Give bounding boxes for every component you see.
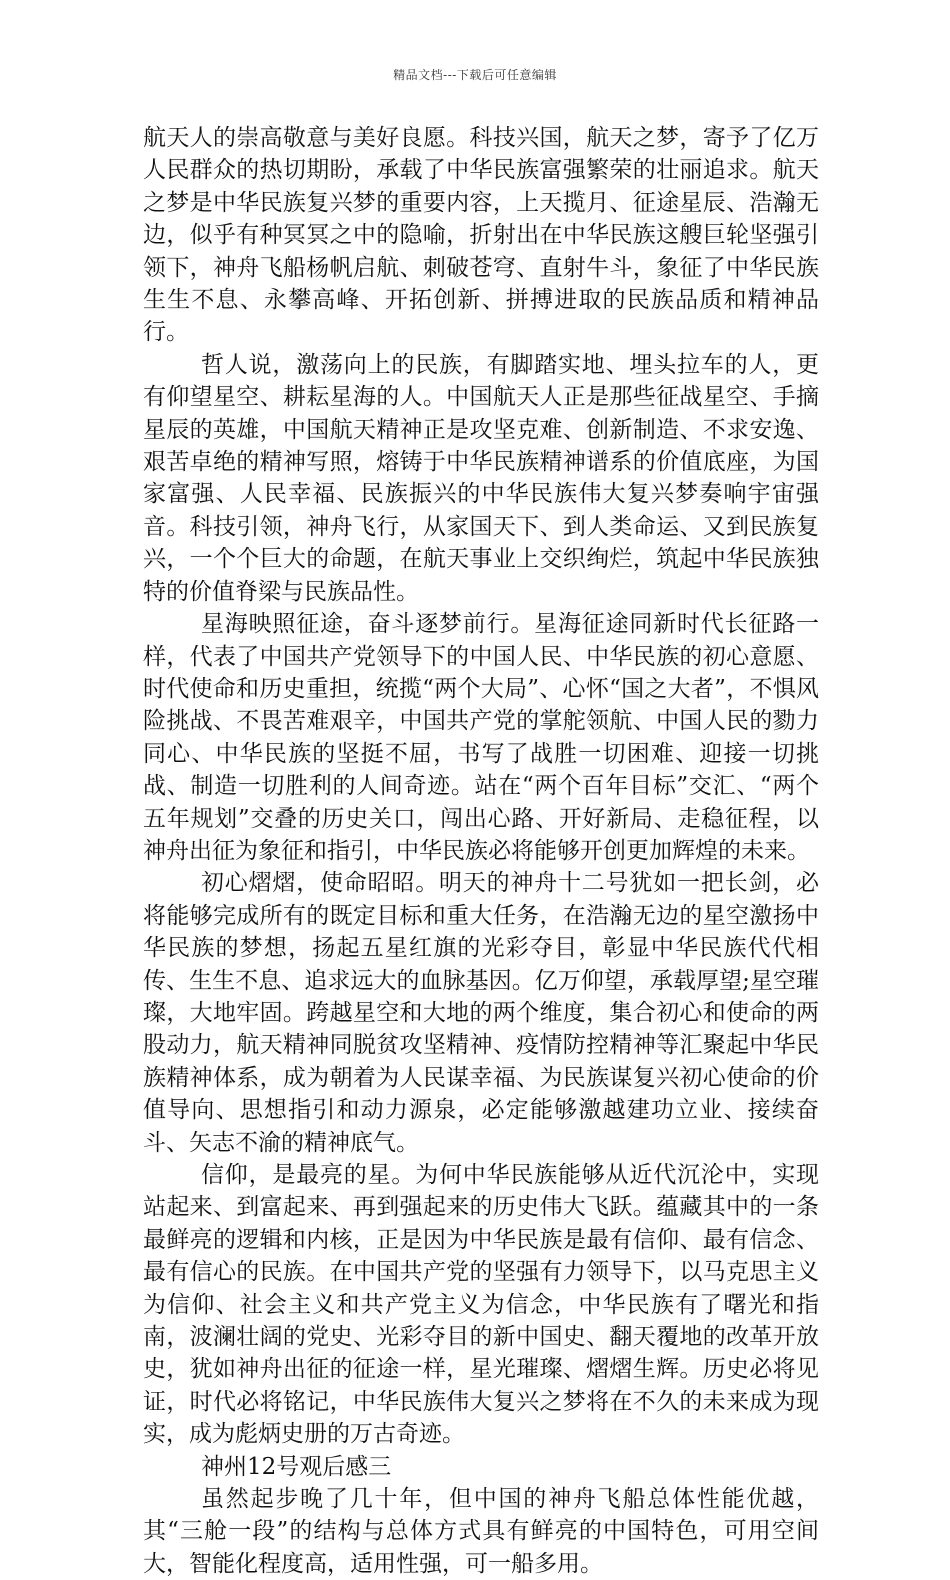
paragraph-6: 虽然起步晚了几十年，但中国的神舟飞船总体性能优越，其“三舱一段”的结构与总体方式具有鲜亮的中国特色，可用空间大，智能化程度高，适用性强，可一船多用。 <box>143 1486 819 1577</box>
paragraph-1: 航天人的崇高敬意与美好良愿。科技兴国，航天之梦，寄予了亿万人民群众的热切期盼，承载了中华民族富强繁荣的壮丽追求。航天之梦是中华民族复兴梦的重要内容，上天揽月、征途星辰、浩瀚无边，似乎有种冥冥之中的隐喻，折射出在中华民族这艘巨轮坚强引领下，神舟飞船杨帆启航、刺破苍穹、直射牛斗，象征了中华民族生生不息、永攀高峰、开拓创新、拼搏进取的民族品质和精神品行。 <box>143 125 819 346</box>
section-heading: 神州12号观后感三 <box>201 1453 392 1480</box>
document-body <box>143 122 819 1580</box>
paragraph-2: 哲人说，激荡向上的民族，有脚踏实地、埋头拉车的人，更有仰望星空、耕耘星海的人。中国航天人正是那些征战星空、手摘星辰的英雄，中国航天精神正是攻坚克难、创新制造、不求安逸、艰苦卓绝的精神写照，熔铸于中华民族精神谱系的价值底座，为国家富强、人民幸福、民族振兴的中华民族伟大复兴梦奏响宇宙强音。科技引领，神舟飞行，从家国天下、到人类命运、又到民族复兴，一个个巨大的命题，在航天事业上交织绚烂，筑起中华民族独特的价值脊梁与民族品性。 <box>143 351 819 605</box>
page-header: 精品文档---下载后可任意编辑 <box>393 68 557 82</box>
paragraph-4: 初心熠熠，使命昭昭。明天的神舟十二号犹如一把长剑，必将能够完成所有的既定目标和重大任务，在浩瀚无边的星空激扬中华民族的梦想，扬起五星红旗的光彩夺目，彰显中华民族代代相传、生生不息、追求远大的血脉基因。亿万仰望，承载厚望;星空璀璨，大地牢固。跨越星空和大地的两个维度，集合初心和使命的两股动力，航天精神同脱贫攻坚精神、疫情防控精神等汇聚起中华民族精神体系，成为朝着为人民谋幸福、为民族谋复兴初心使命的价值导向、思想指引和动力源泉，必定能够激越建功立业、接续奋斗、矢志不渝的精神底气。 <box>143 870 819 1156</box>
paragraph-3: 星海映照征途，奋斗逐梦前行。星海征途同新时代长征路一样，代表了中国共产党领导下的中国人民、中华民族的初心意愿、时代使命和历史重担，统揽“两个大局”、心怀“国之大者”，不惧风险挑战、不畏苦难艰辛，中国共产党的掌舵领航、中国人民的勠力同心、中华民族的坚挺不屈，书写了战胜一切困难、迎接一切挑战、制造一切胜利的人间奇迹。站在“两个百年目标”交汇、“两个五年规划”交叠的历史关口，闯出心路、开好新局、走稳征程，以神舟出征为象征和指引，中华民族必将能够开创更加辉煌的未来。 <box>143 611 819 864</box>
paragraph-5: 信仰，是最亮的星。为何中华民族能够从近代沉沦中，实现站起来、到富起来、再到强起来的历史伟大飞跃。蕴藏其中的一条最鲜亮的逻辑和内核，正是因为中华民族是最有信仰、最有信念、最有信心的民族。在中国共产党的坚强有力领导下，以马克思主义为信仰、社会主义和共产党主义为信念，中华民族有了曙光和指南，波澜壮阔的党史、光彩夺目的新中国史、翻天覆地的改革开放史，犹如神舟出征的征途一样，星光璀璨、熠熠生辉。历史必将见证，时代必将铭记，中华民族伟大复兴之梦将在不久的未来成为现实，成为彪炳史册的万古奇迹。 <box>143 1162 819 1448</box>
